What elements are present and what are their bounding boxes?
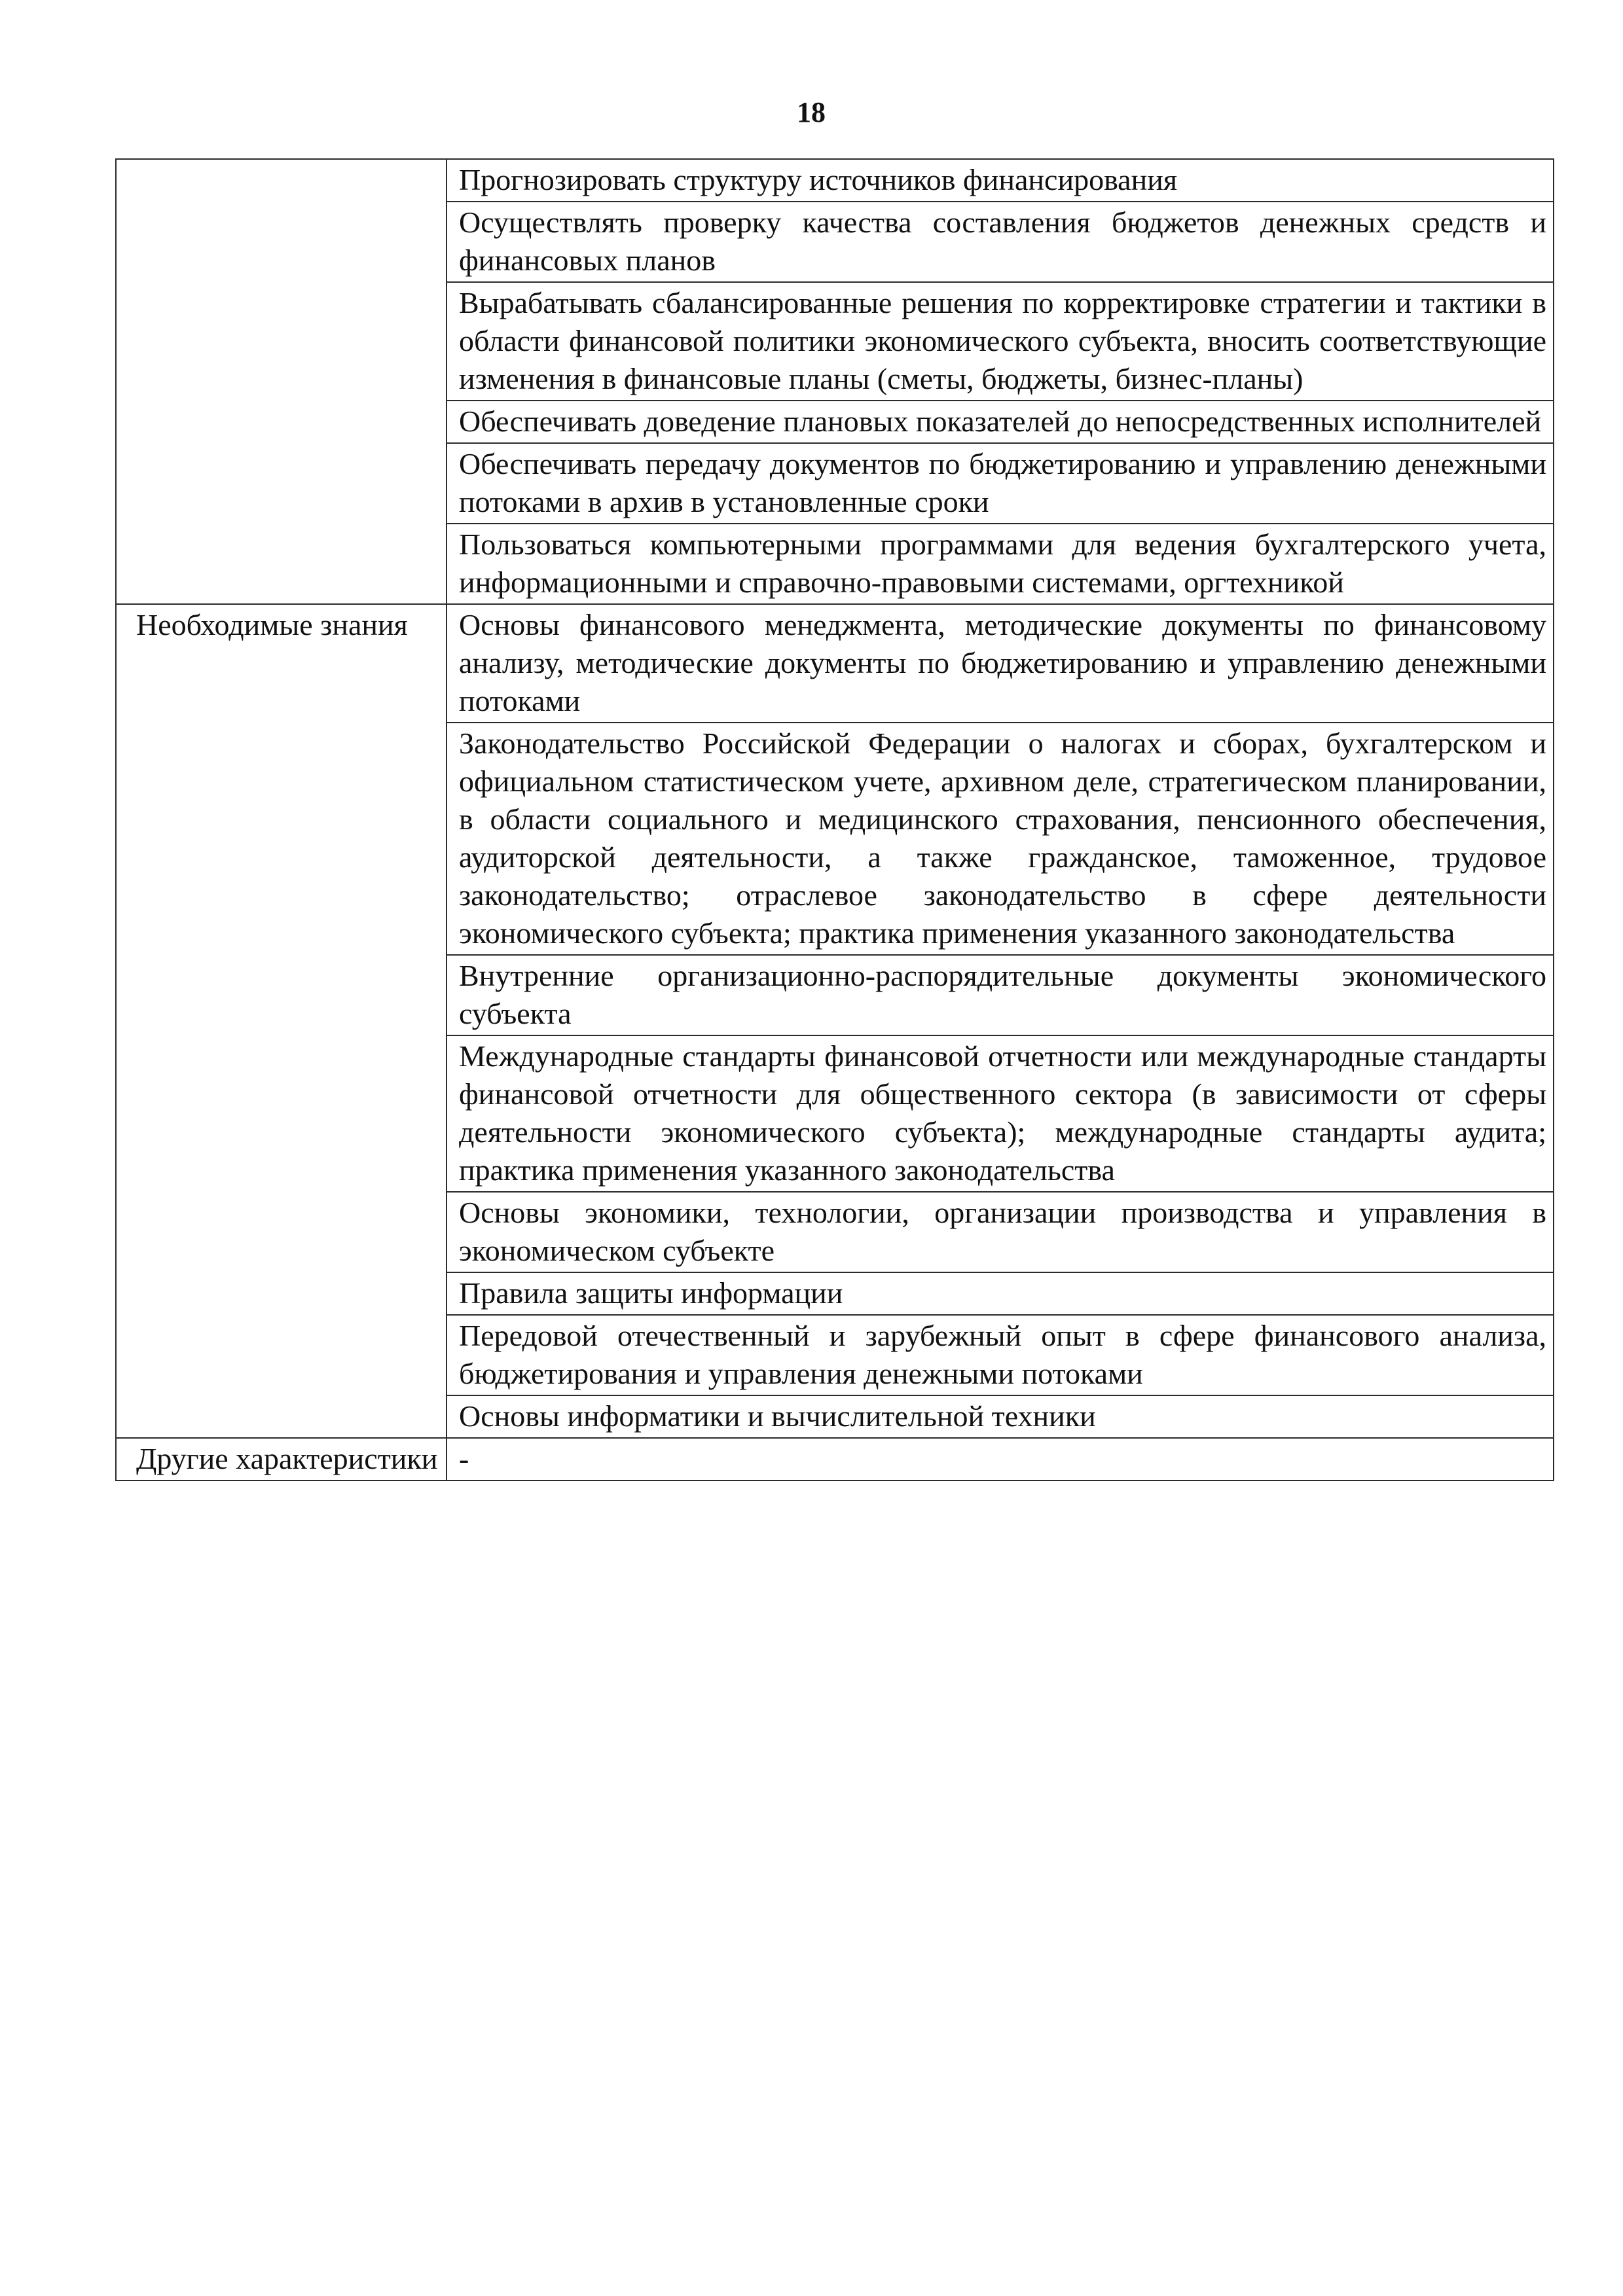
table-cell-item: Международные стандарты финансовой отчетности или международные стандарты финансовой отчетности для общественного сектора (в зависимости от сферы деятельности экономического субъекта); международные стандарты аудита; практика применения указанного законодательства	[447, 1035, 1554, 1192]
page-number: 18	[797, 96, 826, 128]
table-cell-item: Законодательство Российской Федерации о налогах и сборах, бухгалтерском и официальном статистическом учете, архивном деле, стратегическом планировании, в области социального и медицинского страхования, пенсионного обеспечения, аудиторской деятельности, а также гражданское, таможенное, трудовое законодательство; отраслевое законодательство в сфере деятельности экономического субъекта; практика применения указанного законодательства	[447, 723, 1554, 955]
group-label-other: Другие характеристики	[116, 1438, 447, 1480]
table-cell-item: Правила защиты информации	[447, 1272, 1554, 1315]
table-cell-item: Осуществлять проверку качества составления бюджетов денежных средств и финансовых планов	[447, 202, 1554, 282]
table-row	[116, 1438, 1554, 1480]
table-row	[116, 604, 1554, 723]
group-label-empty	[116, 159, 447, 604]
table-cell-item: Основы экономики, технологии, организации производства и управления в экономическом субъекте	[447, 1192, 1554, 1272]
table-cell-item: Обеспечивать доведение плановых показателей до непосредственных исполнителей	[447, 401, 1554, 443]
table-cell-item: Основы информатики и вычислительной техники	[447, 1395, 1554, 1438]
table-cell-item: Основы финансового менеджмента, методические документы по финансовому анализу, методические документы по бюджетированию и управлению денежными потоками	[447, 604, 1554, 723]
table-cell-item: Передовой отечественный и зарубежный опыт в сфере финансового анализа, бюджетирования и управления денежными потоками	[447, 1315, 1554, 1395]
table-cell-item: Обеспечивать передачу документов по бюджетированию и управлению денежными потоками в архив в установленные сроки	[447, 443, 1554, 524]
table-cell-item: -	[447, 1438, 1554, 1480]
table-cell-item: Внутренние организационно-распорядительные документы экономического субъекта	[447, 955, 1554, 1035]
table-cell-item: Вырабатывать сбалансированные решения по корректировке стратегии и тактики в области финансовой политики экономического субъекта, вносить соответствующие изменения в финансовые планы (сметы, бюджеты, бизнес-планы)	[447, 282, 1554, 401]
table-cell-item: Пользоваться компьютерными программами для ведения бухгалтерского учета, информационными и справочно-правовыми системами, оргтехникой	[447, 524, 1554, 604]
table-row	[116, 159, 1554, 202]
group-label-knowledge: Необходимые знания	[116, 604, 447, 1438]
table-cell-item: Прогнозировать структуру источников финансирования	[447, 159, 1554, 202]
qualification-table	[115, 158, 1554, 1481]
